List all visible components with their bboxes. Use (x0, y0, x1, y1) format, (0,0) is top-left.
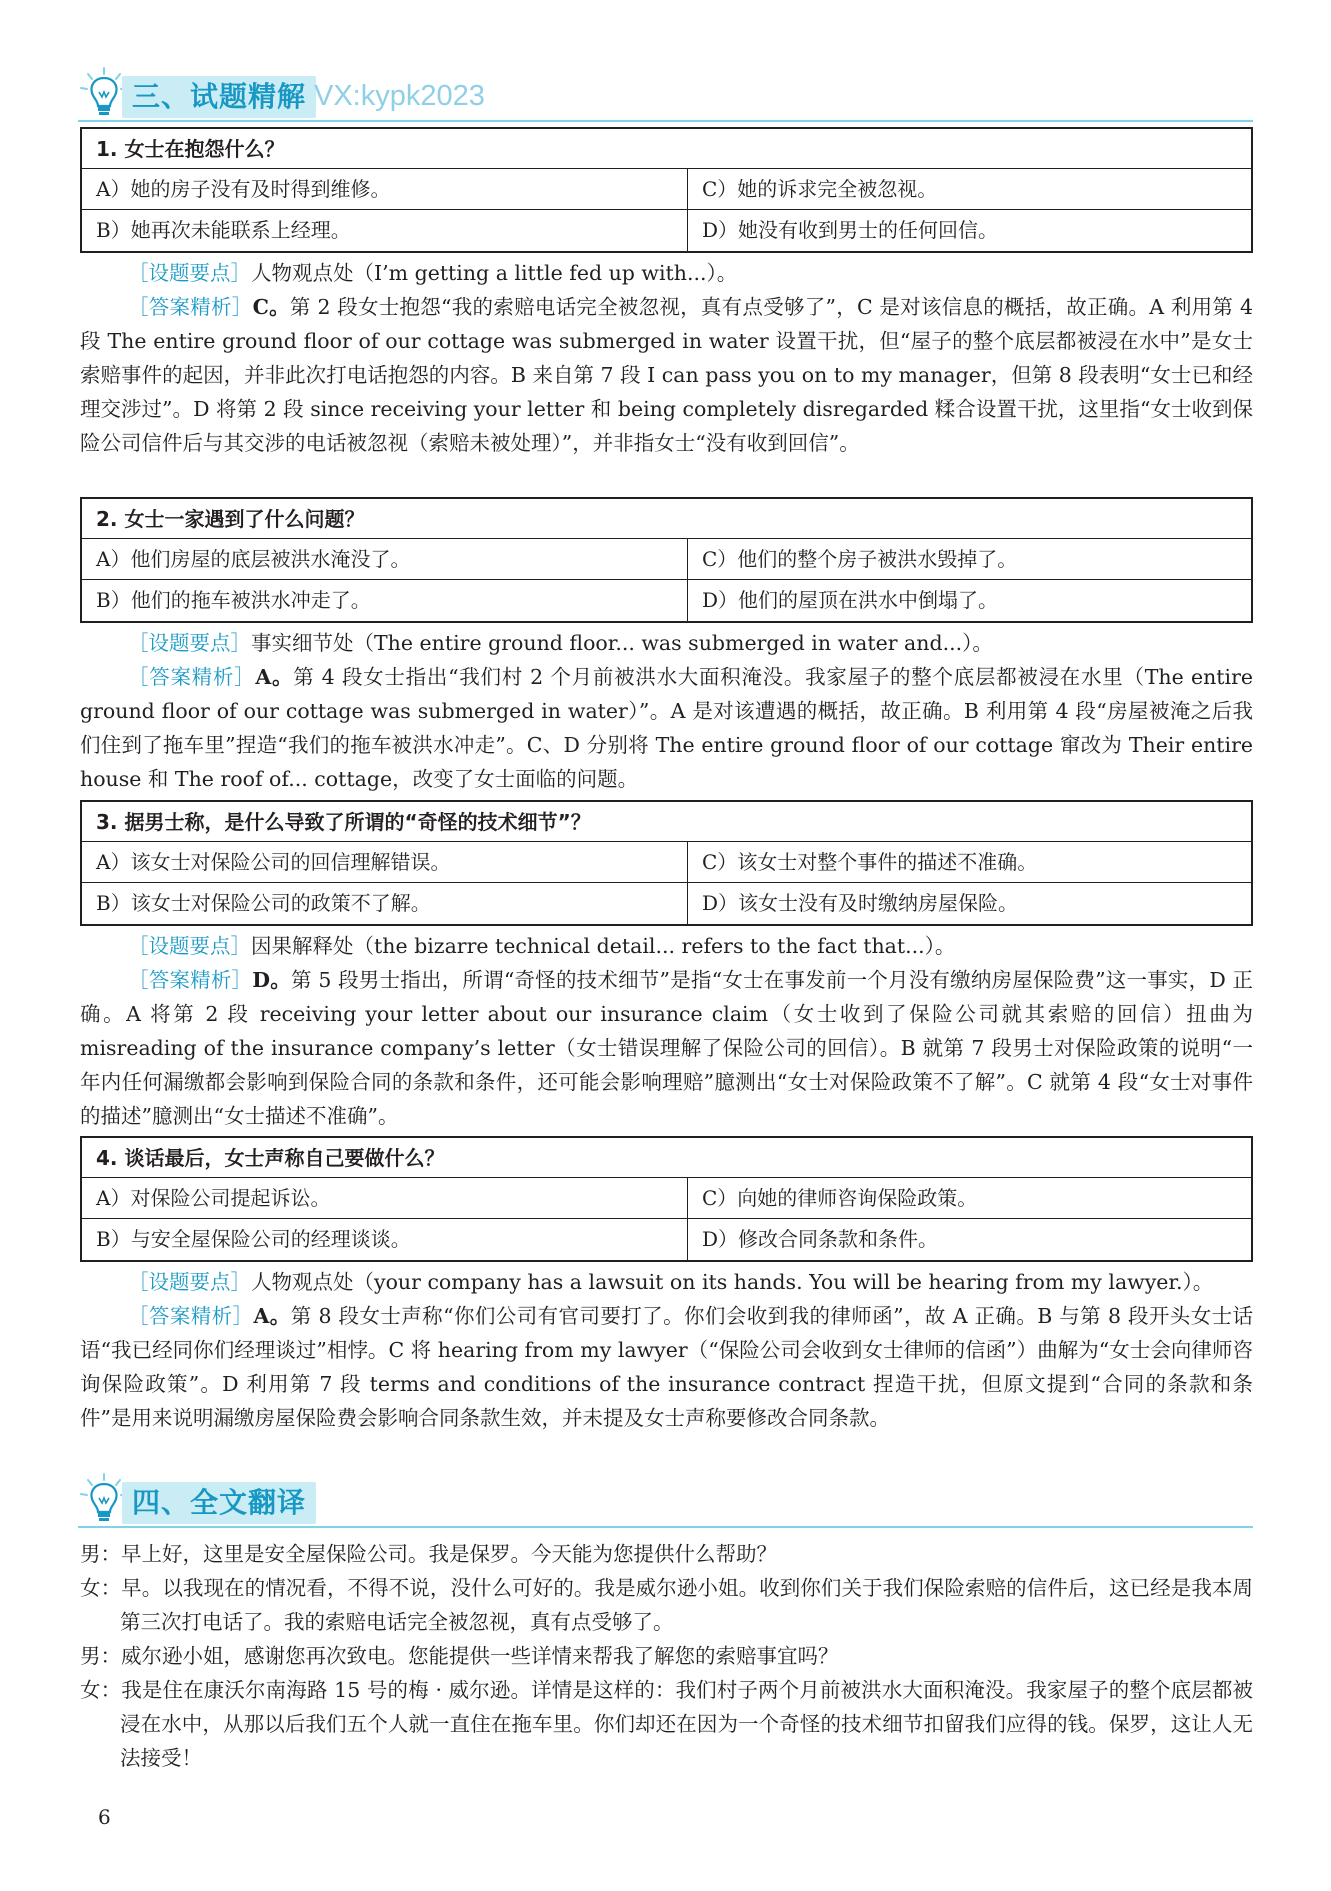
point-text: 人物观点处（your company has a lawsuit on its hands. You will be hearing from my lawyer.）。 (251, 1270, 1214, 1294)
design-point-4 (80, 1265, 1253, 1299)
option-b: B）该女士对保险公司的政策不了解。 (82, 883, 688, 924)
option-d: D）她没有收到男士的任何回信。 (702, 218, 999, 242)
answer-letter: A。 (255, 665, 294, 689)
design-point-3 (80, 929, 1253, 963)
option-b: B）他们的拖车被洪水冲走了。 (82, 580, 688, 621)
dialogue-line: 男：威尔逊小姐，感谢您再次致电。您能提供一些详情来帮我了解您的索赔事宜吗？ (80, 1644, 839, 1668)
section-title: 四、全文翻译 (132, 1486, 307, 1519)
point-label: ［设题要点］ (128, 934, 251, 958)
point-text: 人物观点处（I’m getting a little fed up with...）。 (251, 261, 738, 285)
options-row (82, 210, 1251, 251)
question-table-2 (80, 497, 1253, 623)
question-text: 2. 女士一家遇到了什么问题？ (82, 499, 1251, 539)
section-header-4 (78, 1472, 1253, 1528)
answer-analysis-2 (80, 660, 1253, 796)
question-table-3 (80, 800, 1253, 926)
question-table-1 (80, 127, 1253, 253)
analysis-label: ［答案精析］ (128, 295, 253, 319)
question-text: 3. 据男士称，是什么导致了所谓的“奇怪的技术细节”？ (82, 802, 1251, 842)
question-table-4 (80, 1136, 1253, 1262)
question-text: 4. 谈话最后，女士声称自己要做什么？ (82, 1138, 1251, 1178)
answer-letter: D。 (252, 968, 291, 992)
options-row (82, 1178, 1251, 1219)
dialogue-line: 男：早上好，这里是安全屋保险公司。我是保罗。今天能为您提供什么帮助？ (80, 1542, 777, 1566)
question-text: 1. 女士在抱怨什么？ (82, 129, 1251, 169)
options-row (82, 539, 1251, 580)
section-title-box (122, 76, 316, 118)
option-c: C）该女士对整个事件的描述不准确。 (702, 850, 1038, 874)
option-a: A）对保险公司提起诉讼。 (82, 1178, 688, 1218)
option-c: C）她的诉求完全被忽视。 (702, 177, 938, 201)
point-label: ［设题要点］ (128, 631, 251, 655)
option-c: C）向她的律师咨询保险政策。 (702, 1186, 978, 1210)
analysis-label: ［答案精析］ (128, 1304, 254, 1328)
options-row (82, 842, 1251, 883)
option-a: A）他们房屋的底层被洪水淹没了。 (82, 539, 688, 579)
watermark: VX:kypk2023 (314, 80, 485, 112)
analysis-text: 第 4 段女士指出“我们村 2 个月前被洪水大面积淹没。我家屋子的整个底层都被浸在水里（The entire ground floor of our cottage was submerged in water）”。A 是对该遭遇的概括，故正确。B 利用第 4 段“房屋被淹之后我们住到了拖车里”捏造“我们的拖车被洪水冲走”。C、D 分别将 The entire ground floor of our cottage 窜改为 Their entire house 和 The roof of... cottage，改变了女士面临的问题。 (80, 665, 1254, 791)
dialogue-line: 女：我是住在康沃尔南海路 15 号的梅 · 威尔逊。详情是这样的：我们村子两个月前被洪水大面积淹没。我家屋子的整个底层都被浸在水中，从那以后我们五个人就一直住在拖车里。你们却还在因为一个奇怪的技术细节扣留我们应得的钱。保罗，这让人无法接受！ (80, 1678, 1253, 1770)
option-d: D）修改合同条款和条件。 (702, 1227, 939, 1251)
section-title-box (122, 1482, 316, 1524)
point-text: 事实细节处（The entire ground floor... was submerged in water and...）。 (251, 631, 993, 655)
options-row (82, 580, 1251, 621)
dialogue-line: 女：早。以我现在的情况看，不得不说，没什么可好的。我是威尔逊小姐。收到你们关于我们保险索赔的信件后，这已经是我本周第三次打电话了。我的索赔电话完全被忽视，真有点受够了。 (80, 1576, 1253, 1634)
options-row (82, 1219, 1251, 1260)
answer-analysis-4 (80, 1299, 1253, 1435)
options-row (82, 883, 1251, 924)
answer-letter: A。 (253, 1304, 291, 1328)
option-b: B）与安全屋保险公司的经理谈谈。 (82, 1219, 688, 1260)
analysis-label: ［答案精析］ (128, 665, 256, 689)
option-a: A）她的房子没有及时得到维修。 (82, 169, 688, 209)
option-d: D）他们的屋顶在洪水中倒塌了。 (702, 588, 999, 612)
design-point-2 (80, 626, 1253, 660)
analysis-text: 第 2 段女士抱怨“我的索赔电话完全被忽视，真有点受够了”，C 是对该信息的概括，故正确。A 利用第 4 段 The entire ground floor of our cottage was submerged in water 设置干扰，但“屋子的整个底层都被浸在水中”是女士索赔事件的起因，并非此次打电话抱怨的内容。B 来自第 7 段 I can pass you on to my manager，但第 8 段表明“女士已和经理交涉过”。D 将第 2 段 since receiving your letter 和 being completely disregarded 糅合设置干扰，这里指“女士收到保险公司信件后与其交涉的电话被忽视（索赔未被处理）”，并非指女士“没有收到回信”。 (80, 295, 1253, 455)
answer-analysis-1 (80, 290, 1253, 460)
point-label: ［设题要点］ (128, 1270, 251, 1294)
analysis-text: 第 8 段女士声称“你们公司有官司要打了。你们会收到我的律师函”，故 A 正确。B 与第 8 段开头女士话语“我已经同你们经理谈过”相悖。C 将 hearing from my lawyer（“保险公司会收到女士律师的信函”）曲解为“女士会向律师咨询保险政策”。D 利用第 7 段 terms and conditions of the insurance contract 捏造干扰，但原文提到“合同的条款和条件”是用来说明漏缴房屋保险费会影响合同条款生效，并未提及女士声称要修改合同条款。 (80, 1304, 1254, 1430)
section-rule (78, 120, 1253, 122)
page-number: 6 (98, 1805, 111, 1829)
point-label: ［设题要点］ (128, 261, 251, 285)
section-header-3 (78, 66, 1253, 122)
answer-analysis-3 (80, 963, 1253, 1133)
analysis-text: 第 5 段男士指出，所谓“奇怪的技术细节”是指“女士在事发前一个月没有缴纳房屋保险费”这一事实，D 正确。A 将第 2 段 receiving your letter about our insurance claim（女士收到了保险公司就其索赔的回信）扭曲为 misreading of the insurance company’s letter（女士错误理解了保险公司的回信）。B 就第 7 段男士对保险政策的说明“一年内任何漏缴都会影响到保险合同的条款和条件，还可能会影响理赔”臆测出“女士对保险政策不了解”。C 就第 4 段“女士对事件的描述”臆测出“女士描述不准确”。 (80, 968, 1253, 1128)
option-b: B）她再次未能联系上经理。 (82, 210, 688, 251)
point-text: 因果解释处（the bizarre technical detail... refers to the fact that...）。 (251, 934, 956, 958)
section-title: 三、试题精解 (132, 80, 307, 113)
option-c: C）他们的整个房子被洪水毁掉了。 (702, 547, 1018, 571)
analysis-label: ［答案精析］ (128, 968, 253, 992)
options-row (82, 169, 1251, 210)
design-point-1 (80, 256, 1253, 290)
answer-letter: C。 (252, 295, 290, 319)
section-rule (78, 1526, 1253, 1528)
option-d: D）该女士没有及时缴纳房屋保险。 (702, 891, 1019, 915)
option-a: A）该女士对保险公司的回信理解错误。 (82, 842, 688, 882)
